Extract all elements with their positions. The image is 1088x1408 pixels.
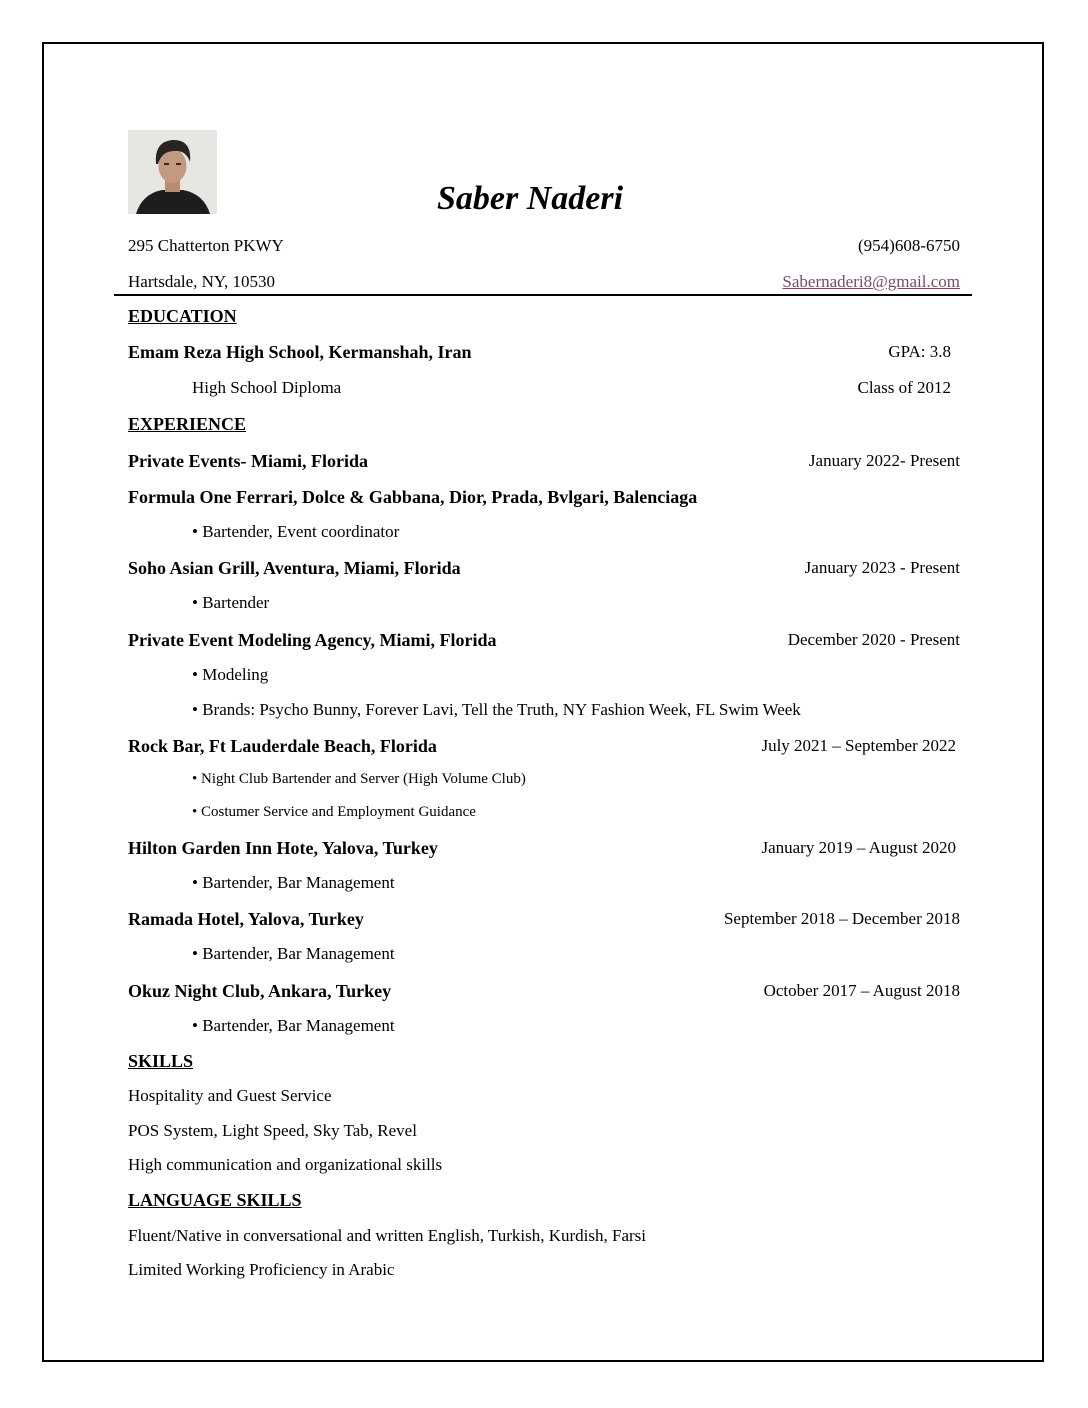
job-bullet: • Modeling: [192, 665, 269, 684]
job-dates: January 2022- Present: [808, 451, 960, 470]
job-bullet: • Bartender, Bar Management: [192, 1016, 395, 1035]
phone-number: (954)608-6750: [858, 236, 960, 255]
address-line-2: Hartsdale, NY, 10530: [128, 272, 275, 291]
job-dates: December 2020 - Present: [787, 630, 960, 649]
profile-photo: [128, 130, 217, 214]
header-divider: [114, 294, 972, 296]
school-name: Emam Reza High School, Kermanshah, Iran: [128, 342, 472, 362]
education-heading: EDUCATION: [128, 306, 237, 326]
email-link[interactable]: Sabernaderi8@gmail.com: [782, 272, 960, 291]
job-dates: September 2018 – December 2018: [723, 909, 960, 928]
skill-item: High communication and organizational skills: [128, 1155, 443, 1174]
job-dates: January 2023 - Present: [804, 558, 960, 577]
job-title: Rock Bar, Ft Lauderdale Beach, Florida: [128, 736, 437, 756]
experience-heading: EXPERIENCE: [128, 414, 247, 434]
skill-item: Hospitality and Guest Service: [128, 1086, 332, 1105]
skills-heading: SKILLS: [128, 1051, 194, 1071]
job-bullet: • Bartender: [192, 593, 270, 612]
language-item: Fluent/Native in conversational and written English, Turkish, Kurdish, Farsi: [128, 1226, 646, 1245]
job-title: Soho Asian Grill, Aventura, Miami, Florida: [128, 558, 461, 578]
job-dates: October 2017 – August 2018: [763, 981, 960, 1000]
language-item: Limited Working Proficiency in Arabic: [128, 1260, 395, 1279]
job-title: Okuz Night Club, Ankara, Turkey: [128, 981, 392, 1001]
class-year: Class of 2012: [857, 378, 951, 397]
job-bullet: • Brands: Psycho Bunny, Forever Lavi, Tell the Truth, NY Fashion Week, FL Swim Week: [192, 700, 801, 719]
job-title: Private Events- Miami, Florida: [128, 451, 368, 471]
job-bullet: • Night Club Bartender and Server (High Volume Club): [192, 771, 526, 787]
job-dates: January 2019 – August 2020: [761, 838, 956, 857]
job-dates: July 2021 – September 2022: [761, 736, 956, 755]
job-subtitle: Formula One Ferrari, Dolce & Gabbana, Dior, Prada, Bvlgari, Balenciaga: [128, 487, 698, 507]
job-bullet: • Bartender, Event coordinator: [192, 522, 400, 541]
job-title: Hilton Garden Inn Hote, Yalova, Turkey: [128, 838, 438, 858]
language-skills-heading: LANGUAGE SKILLS: [128, 1190, 302, 1210]
job-bullet: • Costumer Service and Employment Guidance: [192, 804, 476, 820]
candidate-name: Saber Naderi: [437, 180, 624, 217]
job-bullet: • Bartender, Bar Management: [192, 944, 395, 963]
job-title: Ramada Hotel, Yalova, Turkey: [128, 909, 364, 929]
degree: High School Diploma: [192, 378, 342, 397]
skill-item: POS System, Light Speed, Sky Tab, Revel: [128, 1121, 417, 1140]
gpa: GPA: 3.8: [888, 342, 951, 361]
address-line-1: 295 Chatterton PKWY: [128, 236, 284, 255]
job-title: Private Event Modeling Agency, Miami, Florida: [128, 630, 497, 650]
job-bullet: • Bartender, Bar Management: [192, 873, 395, 892]
